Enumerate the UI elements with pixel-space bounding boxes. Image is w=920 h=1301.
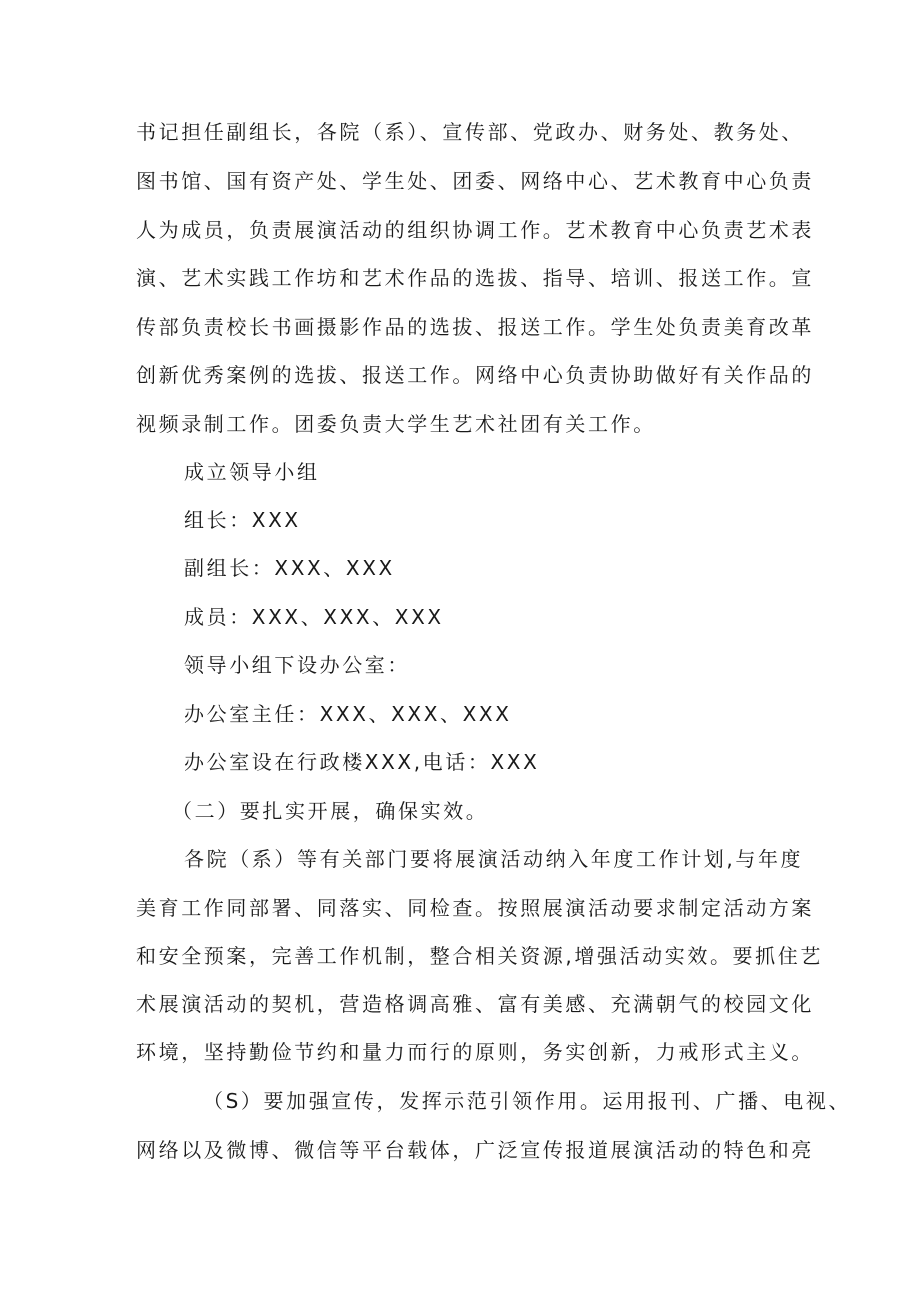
- paragraph-line: 和安全预案，完善工作机制，整合相关资源,增强活动实效。要抓住艺: [136, 944, 823, 968]
- paragraph-line: 环境，坚持勤俭节约和量力而行的原则，务实创新，力戒形式主义。: [136, 1040, 814, 1064]
- paragraph-line: 各院（系）等有关部门要将展演活动纳入年度工作计划,与年度: [184, 847, 804, 871]
- paragraph-line: 网络以及微博、微信等平台载体，广泛宣传报道展演活动的特色和亮: [136, 1138, 814, 1162]
- office-location: 办公室设在行政楼XXX,电话：XXX: [184, 750, 540, 774]
- group-title: 成立领导小组: [184, 460, 320, 484]
- office-director: 办公室主任：XXX、XXX、XXX: [184, 702, 512, 726]
- leader-line: 组长：XXX: [184, 508, 301, 532]
- paragraph-line: 创新优秀案例的选拔、报送工作。网络中心负责协助做好有关作品的: [136, 363, 814, 387]
- paragraph-line: 图书馆、国有资产处、学生处、团委、网络中心、艺术教育中心负责: [136, 169, 814, 193]
- section-heading: （二）要扎实开展，确保实效。: [172, 799, 489, 823]
- paragraph-line: 人为成员，负责展演活动的组织协调工作。艺术教育中心负责艺术表: [136, 218, 814, 242]
- paragraph-line: 视频录制工作。团委负责大学生艺术社团有关工作。: [136, 412, 656, 436]
- members-line: 成员：XXX、XXX、XXX: [184, 605, 444, 629]
- paragraph-line: 书记担任副组长，各院（系）、宣传部、党政办、财务处、教务处、: [136, 120, 804, 144]
- office-intro: 领导小组下设办公室：: [184, 653, 410, 677]
- paragraph-line: 传部负责校长书画摄影作品的选拔、报送工作。学生处负责美育改革: [136, 315, 814, 339]
- deputy-line: 副组长：XXX、XXX: [184, 556, 395, 580]
- paragraph-line: （S）要加强宣传，发挥示范引领作用。运用报刊、广播、电视、: [203, 1089, 852, 1113]
- paragraph-line: 演、艺术实践工作坊和艺术作品的选拔、指导、培训、报送工作。宣: [136, 266, 814, 290]
- paragraph-line: 术展演活动的契机，营造格调高雅、富有美感、充满朝气的校园文化: [136, 992, 814, 1016]
- paragraph-line: 美育工作同部署、同落实、同检查。按照展演活动要求制定活动方案: [136, 896, 814, 920]
